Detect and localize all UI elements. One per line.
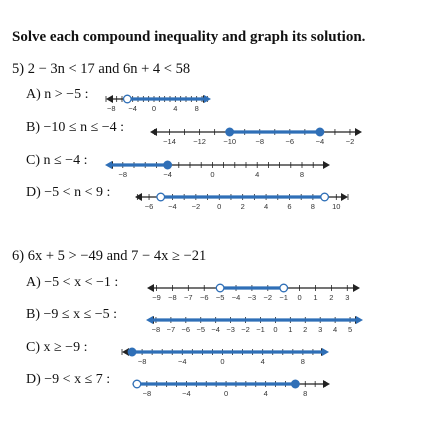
p6-c-tick-label: −8	[137, 357, 147, 366]
p6-a-tick-label: −5	[215, 293, 225, 302]
p5-d-tick-label: −4	[168, 202, 177, 211]
p6-d-tick-label: 8	[303, 389, 308, 398]
p5-b-tick-label: −10	[223, 137, 237, 146]
p6-b-tick-label: 3	[318, 325, 323, 334]
p5-a-tick-label: 0	[151, 104, 157, 113]
p5-c-solution-left-arrow	[105, 161, 112, 169]
p6-d-tick-label: −8	[142, 389, 152, 398]
p5-a-left-arrow	[106, 95, 113, 103]
p6-b-solution-right-arrow	[356, 316, 363, 324]
p5-d-tick-label: 2	[240, 202, 245, 211]
p6-b-tick-label: 0	[273, 325, 278, 334]
problem-6-choice-c[interactable]: C) x ≥ −9 :	[26, 340, 88, 355]
p5-d-tick-label: 10	[332, 202, 341, 211]
p6-c-tick-label: 8	[300, 357, 305, 366]
p6-a-tick-label: −9	[152, 293, 161, 302]
problem-6-choice-b[interactable]: B) −9 ≤ x ≤ −5 :	[26, 307, 118, 322]
p6-a-tick-label: −3	[247, 293, 257, 302]
problem-5-choice-d[interactable]: D) −5 < n < 9 :	[26, 185, 111, 200]
p5-b-right-arrow	[355, 128, 362, 136]
p5-a-tick-label: −8	[107, 104, 116, 113]
p5-d-left-arrow	[135, 193, 142, 201]
p5-b-endpoint-right	[316, 128, 324, 136]
p5-b-left-arrow	[150, 128, 157, 136]
p6-b-tick-label: 5	[347, 325, 353, 334]
p6-a-tick-label: 1	[313, 293, 318, 302]
p6-a-endpoint-right	[280, 284, 288, 292]
p6-c-solution-right-arrow	[322, 348, 329, 356]
p6-a-tick-label: −6	[199, 293, 209, 302]
p6-b-tick-label: 2	[303, 325, 308, 334]
p6-b-tick-label: −2	[241, 325, 250, 334]
p5-c-endpoint-right	[164, 161, 172, 169]
p6-a-tick-label: −8	[168, 293, 177, 302]
p5-d-tick-label: −2	[191, 202, 201, 211]
p5-b-tick-label: −14	[163, 137, 176, 146]
p5-c-tick-label: 0	[210, 170, 215, 179]
p6-d-right-arrow	[323, 380, 330, 388]
p6-d-endpoint-right	[292, 380, 300, 388]
p6-a-right-arrow	[353, 284, 360, 292]
p6-c-tick-label: 0	[220, 357, 225, 366]
p6-a-tick-label: −7	[184, 293, 193, 302]
p6-a-tick-label: 2	[329, 293, 334, 302]
p5-d-tick-label: −6	[144, 202, 154, 211]
p5-c-tick-label: −8	[118, 170, 128, 179]
p6-d-tick-label: −4	[182, 389, 191, 398]
problem-5-choice-b[interactable]: B) −10 ≤ n ≤ −4 :	[26, 120, 125, 135]
problem-6-statement: 6) 6x + 5 > −49 and 7 − 4x ≥ −21	[12, 248, 207, 264]
p6-a-tick-label: 0	[297, 293, 302, 302]
p5-d-right-arrow	[341, 193, 348, 201]
p6-b-tick-label: −3	[226, 325, 235, 334]
p5-d-endpoint-right	[321, 193, 329, 201]
problem-5-choice-c[interactable]: C) n ≤ −4 :	[26, 153, 88, 168]
p6-b-tick-label: −4	[211, 325, 220, 334]
p5-a-tick-label: 8	[194, 104, 199, 113]
p6-a-tick-label: −1	[279, 293, 288, 302]
p6-c-tick-label: 4	[260, 357, 265, 366]
p6-d-tick-label: 0	[223, 389, 229, 398]
problem-5-statement: 5) 2 − 3n < 17 and 6n + 4 < 58	[12, 61, 191, 77]
p6-a-left-arrow	[147, 284, 154, 292]
p5-b-tick-label: −2	[345, 137, 355, 146]
p6-a-endpoint-left	[216, 284, 224, 292]
worksheet-heading: Solve each compound inequality and graph its solution.	[12, 29, 366, 45]
p5-d-tick-label: 0	[217, 202, 222, 211]
p6-b-tick-label: −8	[151, 325, 161, 334]
p6-b-solution-left-arrow	[146, 316, 153, 324]
p6-a-tick-label: 3	[345, 293, 350, 302]
problem-5-choice-a[interactable]: A) n > −5 :	[26, 87, 89, 102]
p6-b-tick-label: −6	[181, 325, 191, 334]
p6-c-tick-label: −4	[178, 357, 187, 366]
p6-a-tick-label: −2	[263, 293, 273, 302]
problem-6-choice-d[interactable]: D) −9 < x ≤ 7 :	[26, 372, 111, 387]
p6-b-tick-label: −5	[196, 325, 206, 334]
p6-b-tick-label: 4	[333, 325, 338, 334]
p5-b-tick-label: −8	[255, 137, 265, 146]
p5-b-endpoint-left	[226, 128, 234, 136]
p5-b-tick-label: −4	[315, 137, 325, 146]
p6-d-tick-label: 4	[263, 389, 268, 398]
p5-b-tick-label: −12	[193, 137, 206, 146]
p5-d-endpoint-left	[157, 193, 165, 201]
p5-a-endpoint-left	[124, 95, 132, 103]
p6-a-tick-label: −4	[231, 293, 241, 302]
p6-d-endpoint-left	[133, 380, 141, 388]
p6-b-tick-label: −1	[256, 325, 265, 334]
p6-b-tick-label: 1	[288, 325, 293, 334]
p5-a-tick-label: −4	[128, 104, 137, 113]
p5-a-tick-label: 4	[173, 104, 178, 113]
p6-b-tick-label: −7	[166, 325, 176, 334]
p6-c-endpoint-left	[128, 348, 136, 356]
p5-b-tick-label: −6	[285, 137, 295, 146]
problem-6-choice-a[interactable]: A) −5 < x < −1 :	[26, 275, 119, 290]
p5-d-tick-label: 6	[287, 202, 292, 211]
p5-c-tick-label: 4	[255, 170, 260, 179]
p5-d-tick-label: 4	[263, 202, 269, 211]
p5-c-tick-label: 8	[299, 170, 305, 179]
p5-d-tick-label: 8	[310, 202, 315, 211]
p5-c-tick-label: −4	[163, 170, 172, 179]
